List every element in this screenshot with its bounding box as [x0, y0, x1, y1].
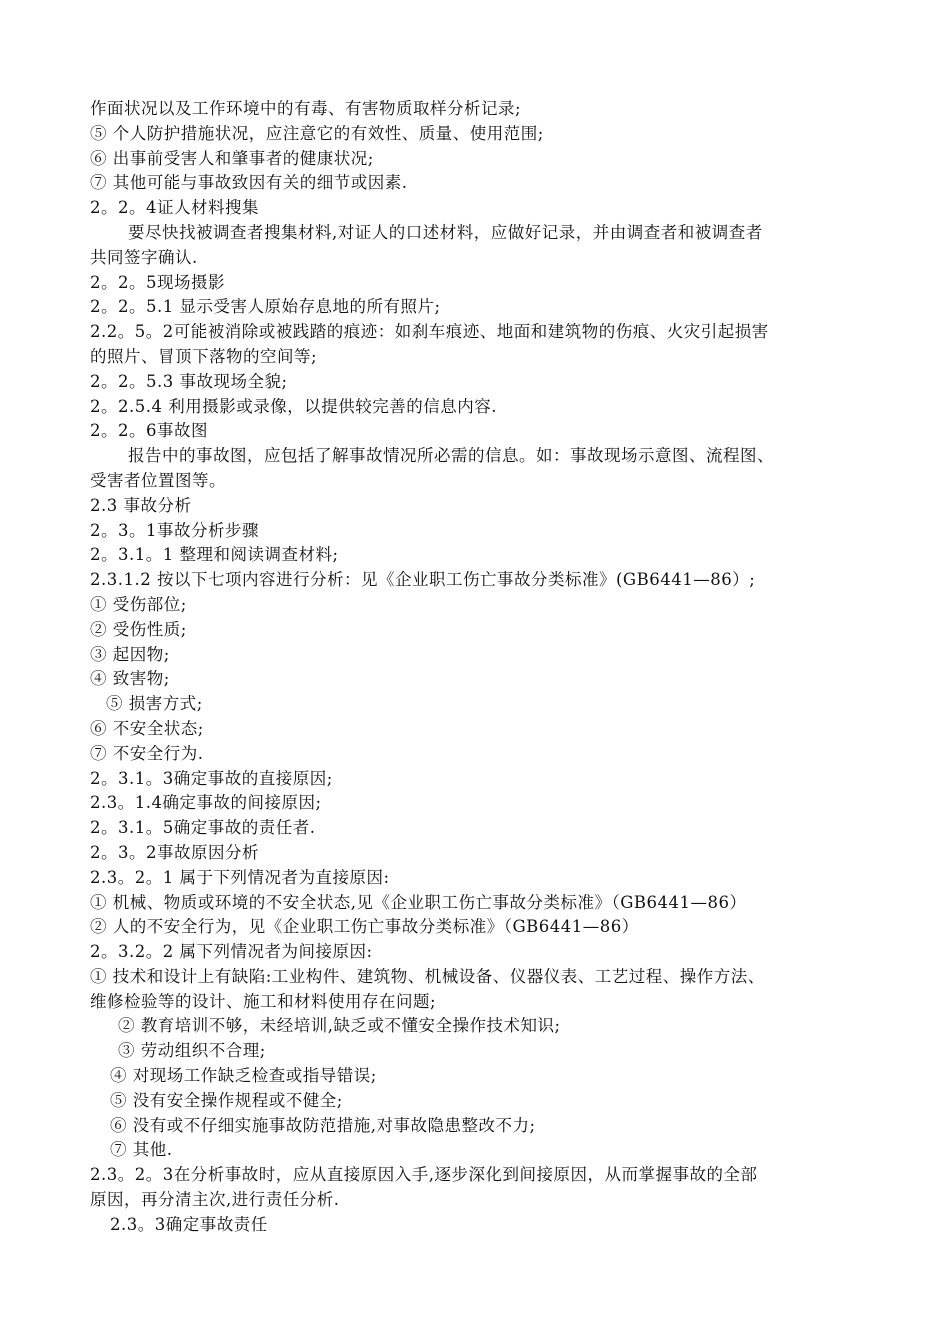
text-line: 2.3。2。3在分析事故时，应从直接原因入手,逐步深化到间接原因，从而掌握事故的全部 [90, 1165, 758, 1185]
text-line: ⑦ 不安全行为. [90, 743, 204, 763]
text-line: ④ 对现场工作缺乏检查或指导错误; [110, 1066, 377, 1086]
text-line: ⑥ 出事前受害人和肇事者的健康状况; [90, 148, 374, 168]
text-line: ③ 起因物; [90, 644, 170, 664]
text-line: ① 机械、物质或环境的不安全状态,见《企业职工伤亡事故分类标准》（GB6441—86） [90, 892, 747, 912]
text-line: 2。2。4证人材料搜集 [90, 198, 259, 218]
text-line: ① 受伤部位; [90, 594, 187, 614]
document-body [90, 97, 865, 1238]
text-line: ② 人的不安全行为，见《企业职工伤亡事故分类标准》（GB6441—86） [90, 917, 639, 937]
text-line: 报告中的事故图，应包括了解事故情况所必需的信息。如：事故现场示意图、流程图、 [128, 446, 774, 466]
text-line: ④ 致害物; [90, 669, 170, 689]
text-line: 2.3。2。1 属于下列情况者为直接原因: [90, 867, 390, 887]
text-line: ② 受伤性质; [90, 619, 187, 639]
text-line: 共同签字确认. [90, 247, 198, 267]
text-line: ② 教育培训不够，未经培训,缺乏或不懂安全操作技术知识; [118, 1016, 561, 1036]
text-line: ⑤ 损害方式; [106, 694, 203, 714]
text-line: 2。3.2。2 属下列情况者为间接原因: [90, 942, 373, 962]
text-line: 2。3.1。5确定事故的责任者. [90, 818, 316, 838]
text-line: 2.2。5。2可能被消除或被践踏的痕迹：如刹车痕迹、地面和建筑物的伤痕、火灾引起损害 [90, 322, 769, 342]
text-line: 受害者位置图等。 [90, 470, 226, 490]
text-line: 2。2。6事故图 [90, 421, 208, 441]
text-line: 2。3。1事故分析步骤 [90, 520, 259, 540]
text-line: 的照片、冒顶下落物的空间等; [90, 346, 318, 366]
text-line: 2.3。1.4确定事故的间接原因; [90, 793, 322, 813]
text-line: ③ 劳动组织不合理; [118, 1041, 266, 1061]
text-line: 作面状况以及工作环境中的有毒、有害物质取样分析记录; [90, 99, 522, 118]
text-line: 要尽快找被调查者搜集材料,对证人的口述材料，应做好记录，并由调查者和被调查者 [128, 222, 763, 242]
text-line: 维修检验等的设计、施工和材料使用存在问题; [90, 991, 437, 1011]
text-line: 2。2。5.3 事故现场全貌; [90, 371, 288, 391]
text-line: ⑦ 其他可能与事故致因有关的细节或因素. [90, 173, 408, 193]
text-line: ⑤ 没有安全操作规程或不健全; [110, 1090, 343, 1110]
text-line: 2。2.5.4 利用摄影或录像，以提供较完善的信息内容. [90, 396, 497, 416]
text-line: ⑤ 个人防护措施状况，应注意它的有效性、质量、使用范围; [90, 123, 544, 143]
text-line: 2.3.1.2 按以下七项内容进行分析：见《企业职工伤亡事故分类标准》(GB6441—86）; [90, 570, 756, 590]
text-line: 2。3。2事故原因分析 [90, 842, 259, 862]
text-line: 2.3 事故分析 [90, 495, 192, 515]
text-line: ⑥ 不安全状态; [90, 718, 204, 738]
text-line: 2。3.1。1 整理和阅读调查材料; [90, 545, 339, 565]
text-line: 原因，再分清主次,进行责任分析. [90, 1190, 340, 1210]
text-line: ⑦ 其他. [110, 1140, 173, 1160]
text-line: 2。2。5.1 显示受害人原始存息地的所有照片; [90, 297, 441, 317]
text-line: 2.3。3确定事故责任 [110, 1214, 268, 1234]
text-line: ① 技术和设计上有缺陷:工业构件、建筑物、机械设备、仪器仪表、工艺过程、操作方法、 [90, 966, 765, 986]
text-line: 2。2。5现场摄影 [90, 272, 225, 292]
text-line: ⑥ 没有或不仔细实施事故防范措施,对事故隐患整改不力; [110, 1115, 536, 1135]
text-line: 2。3.1。3确定事故的直接原因; [90, 768, 333, 788]
